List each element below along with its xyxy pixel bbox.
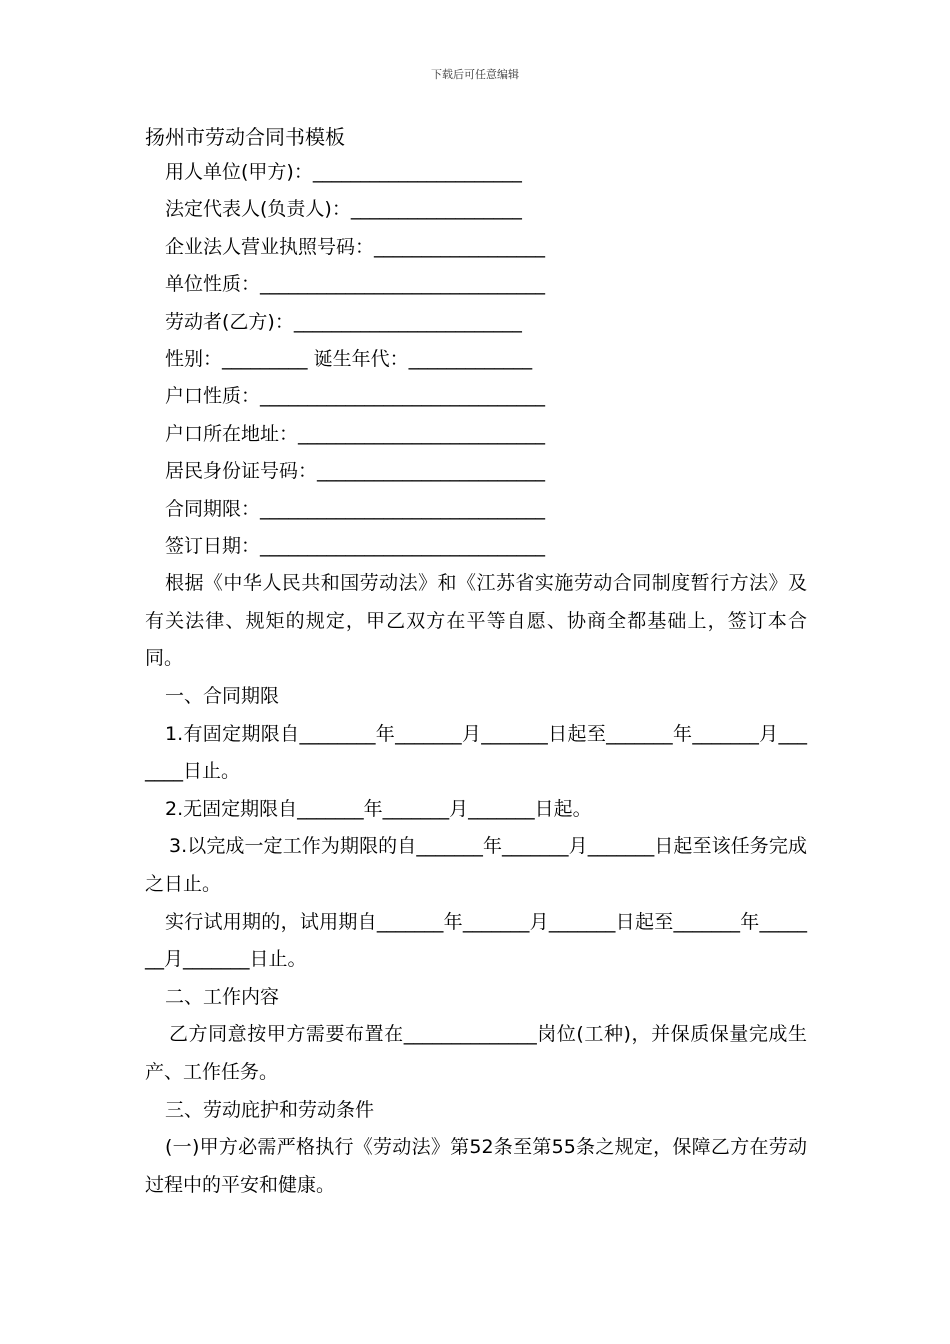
field-blank[interactable]: ______________________________ (260, 273, 546, 296)
field-blank[interactable]: ______________________________ (260, 385, 546, 408)
field-blank[interactable]: ______________________ (312, 161, 522, 183)
field-sign-date (145, 528, 807, 565)
gender-blank[interactable]: _________ (222, 347, 308, 370)
field-contract-term (145, 491, 807, 528)
field-employee (145, 304, 807, 341)
field-label: 劳动者(乙方)： (165, 310, 294, 333)
field-blank[interactable]: ______________________________ (260, 534, 546, 557)
field-label: 用人单位(甲方)： (165, 161, 313, 183)
field-employer (145, 154, 807, 191)
field-label: 合同期限： (165, 497, 261, 520)
field-business-license (145, 229, 807, 266)
field-household-address (145, 416, 807, 453)
section2-text: 乙方同意按甲方需要布置在______________岗位(工种)，并保质保量完成生产、工作任务。 (145, 1023, 807, 1084)
intro-paragraph: 根据《中华人民共和国劳动法》和《江苏省实施劳动合同制度暂行方法》及有关法律、规矩的规定，甲乙双方在平等自愿、协商全都基础上，签订本合同。 (145, 572, 807, 670)
field-legal-representative (145, 191, 807, 228)
birth-blank[interactable]: _____________ (408, 347, 533, 370)
field-blank[interactable]: __________________ (350, 198, 522, 221)
section2-heading: 二、工作内容 (165, 985, 280, 1008)
field-blank[interactable]: __________________ (374, 235, 546, 258)
section1-heading: 一、合同期限 (165, 685, 280, 708)
field-gender-birth (145, 341, 807, 378)
section3-item1: (一)甲方必需严格执行《劳动法》第52条至第55条之规定，保障乙方在劳动过程中的平安和健康。 (145, 1136, 807, 1196)
section1-item2: 2.无固定期限自_______年_______月_______日起。 (165, 797, 592, 820)
field-id-number (145, 453, 807, 490)
field-unit-nature (145, 266, 807, 303)
gender-label: 性别： (165, 347, 223, 370)
field-blank[interactable]: __________________________ (298, 422, 546, 445)
document-title: 扬州市劳动合同书模板 (145, 125, 345, 149)
field-label: 签订日期： (165, 534, 261, 557)
section1-item1: 1.有固定期限自________年_______月_______日起至_______年_______月_______日止。 (145, 722, 807, 783)
field-label: 单位性质： (165, 273, 261, 296)
field-label: 企业法人营业执照号码： (165, 235, 375, 258)
field-label: 户口性质： (165, 385, 261, 408)
contract-document (145, 120, 807, 1204)
section1-probation: 实行试用期的，试用期自_______年_______月_______日起至_______年_______月_______日止。 (145, 910, 807, 971)
field-label: 居民身份证号码： (165, 460, 318, 483)
field-label: 户口所在地址： (165, 422, 299, 445)
field-blank[interactable]: ________________________ (293, 310, 522, 333)
birth-label: 诞生年代： (313, 347, 409, 370)
field-household-type (145, 378, 807, 415)
field-blank[interactable]: ________________________ (317, 460, 546, 483)
header-note: 下载后可任意编辑 (431, 68, 519, 81)
field-blank[interactable]: ______________________________ (260, 497, 546, 520)
field-label: 法定代表人(负责人)： (165, 198, 351, 221)
section1-item3: 3.以完成一定工作为期限的自_______年_______月_______日起至该任务完成之日止。 (145, 835, 807, 896)
section3-heading: 三、劳动庇护和劳动条件 (165, 1098, 375, 1121)
